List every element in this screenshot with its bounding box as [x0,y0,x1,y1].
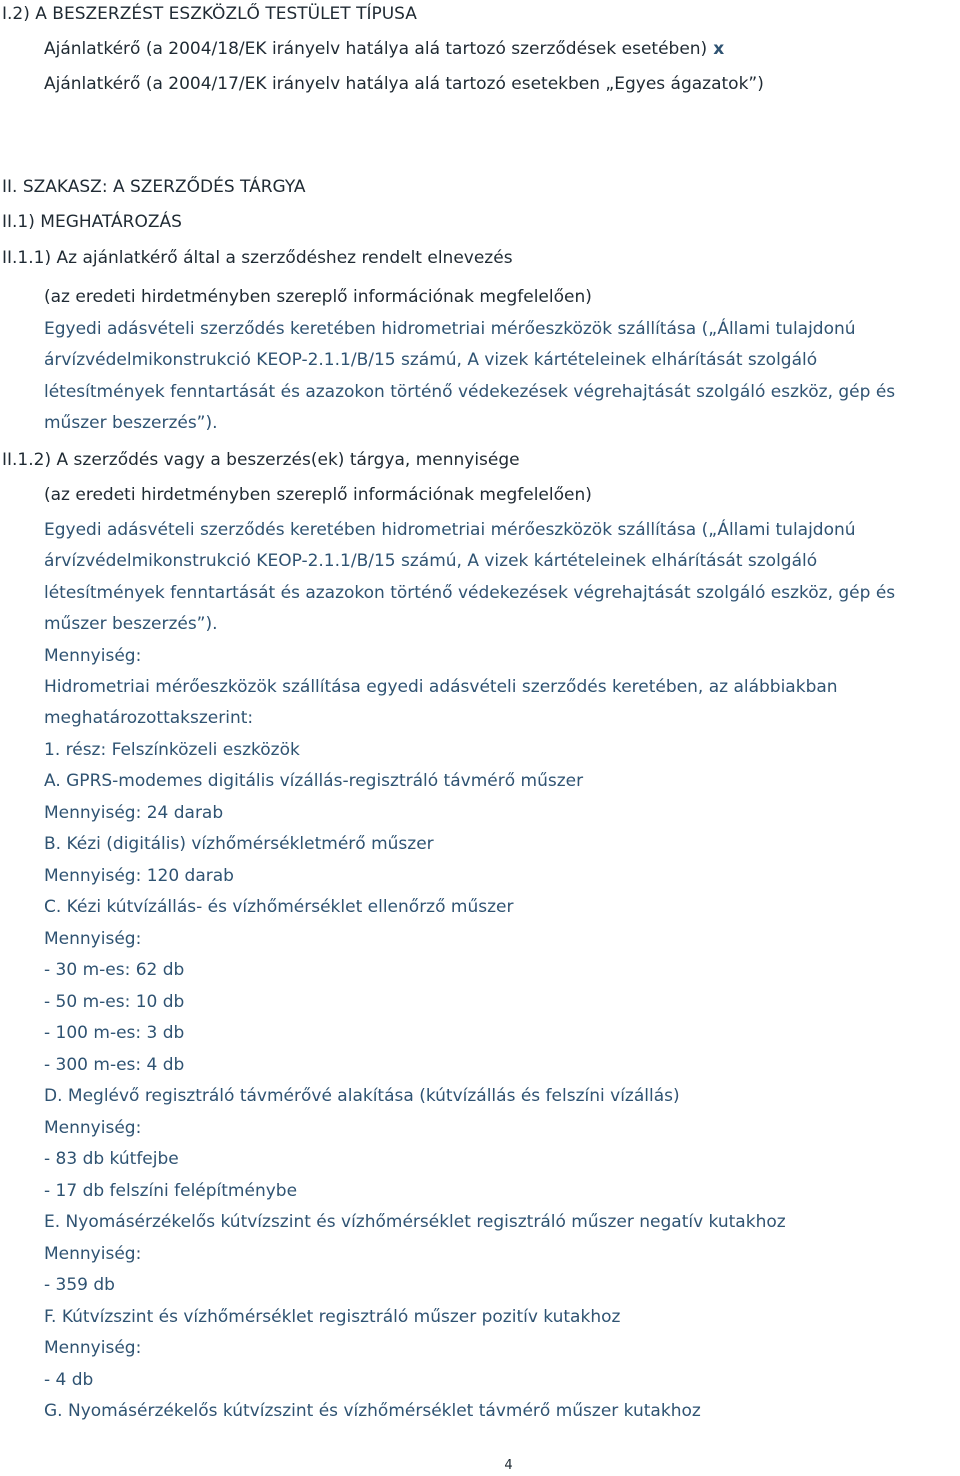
text-line: Mennyiség: 24 darab [44,803,224,823]
text-line: B. Kézi (digitális) vízhőmérsékletmérő műszer [44,834,434,854]
item-ii12-note: (az eredeti hirdetményben szereplő információnak megfelelően) [44,485,592,505]
text-line: Egyedi adásvételi szerződés keretében hidrometriai mérőeszközök szállítása („Állami tulajdonú [44,520,856,540]
page-number: 4 [504,1458,513,1473]
text-line: E. Nyomásérzékelős kútvízszint és vízhőmérséklet regisztráló műszer negatív kutakhoz [44,1212,786,1232]
section-ii-heading: II. SZAKASZ: A SZERZŐDÉS TÁRGYA [2,177,306,197]
text-line: - 50 m-es: 10 db [44,992,185,1012]
section-i2-option1 [44,37,724,61]
text-line: - 17 db felszíni felépítménybe [44,1181,298,1201]
text-line: árvízvédelmikonstrukció KEOP-2.1.1/B/15 számú, A vizek kártételeinek elhárítását szolgáló [44,350,818,370]
text-line: F. Kútvízszint és vízhőmérséklet regisztráló műszer pozitív kutakhoz [44,1307,621,1327]
text-line: műszer beszerzés”). [44,614,218,634]
item-ii11-heading: II.1.1) Az ajánlatkérő által a szerződéshez rendelt elnevezés [2,248,513,268]
text-line: 1. rész: Felszínközeli eszközök [44,740,300,760]
item-ii11-note: (az eredeti hirdetményben szereplő információnak megfelelően) [44,287,592,307]
section-i2-option1-text: Ajánlatkérő (a 2004/18/EK irányelv hatálya alá tartozó szerződések esetében) [44,39,708,59]
text-line: Mennyiség: [44,646,142,666]
text-line: - 100 m-es: 3 db [44,1023,185,1043]
section-i2-option2: Ajánlatkérő (a 2004/17/EK irányelv hatálya alá tartozó esetekben „Egyes ágazatok”) [44,74,764,94]
section-ii1-heading: II.1) MEGHATÁROZÁS [2,212,182,232]
text-line: létesítmények fenntartását és azazokon történő védekezések végrehajtását szolgáló eszköz, gép és [44,583,896,603]
text-line: Mennyiség: [44,1244,142,1264]
text-line: Hidrometriai mérőeszközök szállítása egyedi adásvételi szerződés keretében, az alábbiakban [44,677,838,697]
text-line: - 83 db kútfejbe [44,1149,179,1169]
text-line: D. Meglévő regisztráló távmérővé alakítása (kútvízállás és felszíni vízállás) [44,1086,680,1106]
text-line: - 30 m-es: 62 db [44,960,185,980]
text-line: Egyedi adásvételi szerződés keretében hidrometriai mérőeszközök szállítása („Állami tulajdonú [44,319,856,339]
text-line: Mennyiség: [44,1338,142,1358]
section-i2-heading: I.2) A BESZERZÉST ESZKÖZLŐ TESTÜLET TÍPUSA [2,4,417,24]
text-line: műszer beszerzés”). [44,413,218,433]
text-line: - 359 db [44,1275,115,1295]
text-line: G. Nyomásérzékelős kútvízszint és vízhőmérséklet távmérő műszer kutakhoz [44,1401,701,1421]
text-line: C. Kézi kútvízállás- és vízhőmérséklet ellenőrző műszer [44,897,514,917]
text-line: - 4 db [44,1370,94,1390]
text-line: létesítmények fenntartását és azazokon történő védekezések végrehajtását szolgáló eszköz, gép és [44,382,896,402]
text-line: A. GPRS-modemes digitális vízállás-regisztráló távmérő műszer [44,771,584,791]
selected-mark: x [713,39,725,59]
text-line: Mennyiség: 120 darab [44,866,234,886]
text-line: Mennyiség: [44,929,142,949]
text-line: - 300 m-es: 4 db [44,1055,185,1075]
text-line: árvízvédelmikonstrukció KEOP-2.1.1/B/15 számú, A vizek kártételeinek elhárítását szolgáló [44,551,818,571]
text-line: meghatározottakszerint: [44,708,254,728]
text-line: Mennyiség: [44,1118,142,1138]
item-ii12-heading: II.1.2) A szerződés vagy a beszerzés(ek) tárgya, mennyisége [2,450,520,470]
